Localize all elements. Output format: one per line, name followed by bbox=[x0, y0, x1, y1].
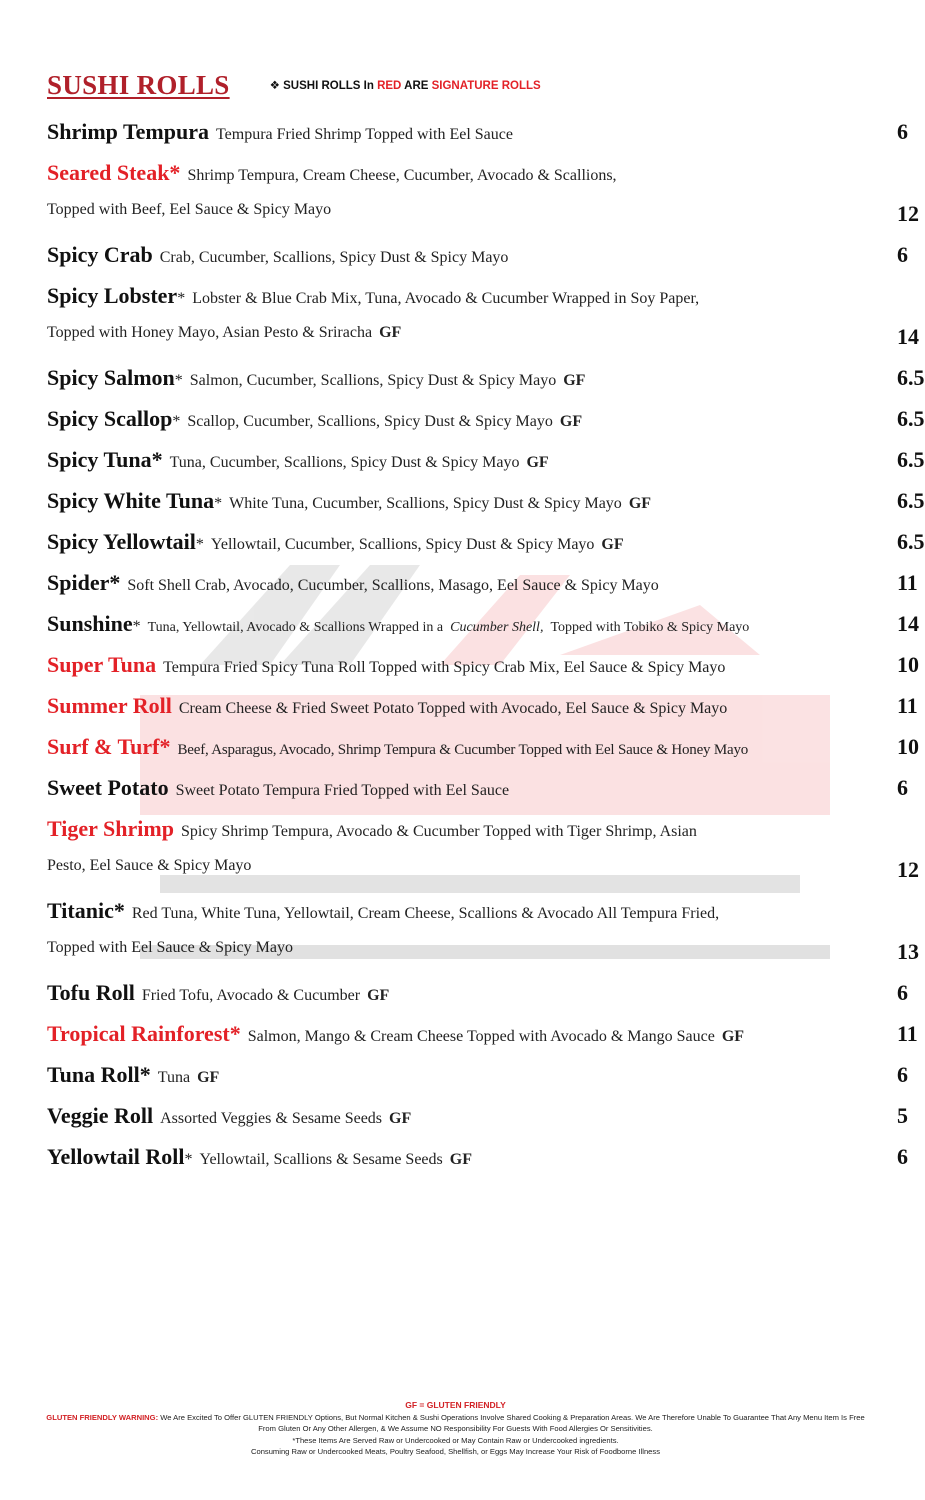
item-name: Spicy Salmon bbox=[47, 365, 175, 390]
gluten-friendly-badge: GF bbox=[379, 324, 402, 341]
item-name: Spicy Lobster bbox=[47, 283, 178, 308]
item-name: Titanic* bbox=[47, 898, 125, 923]
gf-legend: GF = GLUTEN FRIENDLY bbox=[405, 1400, 506, 1410]
gluten-warning bbox=[40, 1412, 871, 1435]
gluten-friendly-badge: GF bbox=[721, 1028, 745, 1045]
menu-item bbox=[47, 160, 881, 190]
item-description: Yellowtail, Cucumber, Scallions, Spicy Dust & Spicy Mayo bbox=[210, 536, 595, 553]
item-price: 11 bbox=[897, 570, 918, 595]
item-name: Spicy White Tuna bbox=[47, 488, 215, 513]
section-heading bbox=[47, 70, 541, 101]
menu-item bbox=[47, 980, 908, 1010]
item-description-continued: Topped with Beef, Eel Sauce & Spicy Mayo bbox=[47, 201, 332, 218]
item-name: Sunshine bbox=[47, 611, 133, 636]
item-description: Salmon, Cucumber, Scallions, Spicy Dust & Spicy Mayo bbox=[189, 372, 557, 389]
gluten-friendly-badge: GF bbox=[526, 454, 549, 471]
menu-item bbox=[47, 1021, 918, 1051]
item-name: Spicy Crab bbox=[47, 242, 153, 267]
item-name: Yellowtail Roll bbox=[47, 1144, 185, 1169]
item-price: 5 bbox=[897, 1103, 908, 1128]
item-description: Fried Tofu, Avocado & Cucumber bbox=[141, 987, 361, 1004]
menu-item-continued bbox=[47, 939, 919, 969]
menu-item bbox=[47, 406, 925, 436]
item-price: 14 bbox=[897, 324, 919, 349]
gluten-friendly-badge: GF bbox=[389, 1110, 412, 1127]
raw-asterisk: * bbox=[172, 413, 181, 430]
item-price: 6 bbox=[897, 242, 908, 267]
item-description: White Tuna, Cucumber, Scallions, Spicy Dust & Spicy Mayo bbox=[229, 495, 622, 512]
item-description-after: Topped with Tobiko & Spicy Mayo bbox=[550, 620, 750, 635]
menu-item bbox=[47, 816, 881, 846]
gluten-friendly-badge: GF bbox=[601, 536, 624, 553]
item-description: Tempura Fried Shrimp Topped with Eel Sauce bbox=[216, 126, 513, 143]
item-price: 12 bbox=[897, 857, 919, 882]
item-description: Spicy Shrimp Tempura, Avocado & Cucumber Topped with Tiger Shrimp, Asian bbox=[180, 823, 697, 840]
item-description: Beef, Asparagus, Avocado, Shrimp Tempura & Cucumber Topped with Eel Sauce & Honey Mayo bbox=[177, 742, 749, 758]
item-price: 10 bbox=[897, 734, 919, 759]
item-name: Sweet Potato bbox=[47, 775, 169, 800]
item-name: Super Tuna bbox=[47, 652, 157, 677]
item-price: 11 bbox=[897, 1021, 918, 1046]
menu-item bbox=[47, 1062, 908, 1092]
item-price: 6.5 bbox=[897, 365, 925, 390]
menu-item bbox=[47, 1103, 908, 1133]
raw-asterisk: * bbox=[195, 536, 204, 553]
gluten-warning-label: GLUTEN FRIENDLY WARNING: bbox=[46, 1412, 159, 1422]
item-name: Shrimp Tempura bbox=[47, 119, 209, 144]
raw-asterisk: * bbox=[214, 495, 223, 512]
item-price: 13 bbox=[897, 939, 919, 964]
diamond-bullet-icon: ❖ bbox=[269, 80, 280, 92]
gluten-friendly-badge: GF bbox=[628, 495, 652, 512]
item-price: 6.5 bbox=[897, 488, 925, 513]
item-price: 6 bbox=[897, 119, 908, 144]
menu-item bbox=[47, 570, 918, 600]
menu-item-continued bbox=[47, 324, 919, 354]
item-price: 6.5 bbox=[897, 529, 925, 554]
item-name: Summer Roll bbox=[47, 693, 172, 718]
menu-item bbox=[47, 488, 925, 518]
raw-items-note: *These Items Are Served Raw or Undercooked or May Contain Raw or Undercooked ingredients. bbox=[292, 1435, 619, 1445]
item-name: Surf & Turf* bbox=[47, 734, 171, 759]
section-title: SUSHI ROLLS bbox=[47, 70, 230, 100]
menu-item bbox=[47, 365, 925, 395]
item-name: Spicy Scallop bbox=[47, 406, 173, 431]
item-price: 6 bbox=[897, 1062, 908, 1087]
item-price: 14 bbox=[897, 611, 919, 636]
item-price: 11 bbox=[897, 693, 918, 718]
allergen-disclaimer bbox=[40, 1400, 871, 1458]
item-description-italic: Cucumber Shell, bbox=[450, 620, 544, 635]
item-name: Spicy Yellowtail bbox=[47, 529, 196, 554]
signature-note: ❖ SUSHI ROLLS In RED ARE SIGNATURE ROLLS bbox=[269, 80, 541, 92]
item-description: Tempura Fried Spicy Tuna Roll Topped with Spicy Crab Mix, Eel Sauce & Spicy Mayo bbox=[163, 659, 726, 676]
gluten-friendly-badge: GF bbox=[449, 1151, 472, 1168]
item-name: Tofu Roll bbox=[47, 980, 135, 1005]
raw-asterisk: * bbox=[174, 372, 183, 389]
item-description-continued: Topped with Eel Sauce & Spicy Mayo bbox=[47, 939, 293, 956]
item-description: Cream Cheese & Fried Sweet Potato Topped with Avocado, Eel Sauce & Spicy Mayo bbox=[178, 700, 728, 717]
menu-item bbox=[47, 775, 908, 805]
item-description: Tuna, Yellowtail, Avocado & Scallions Wrapped in a bbox=[147, 620, 444, 635]
item-description: Tuna, Cucumber, Scallions, Spicy Dust & Spicy Mayo bbox=[169, 454, 520, 471]
item-name: Seared Steak* bbox=[47, 160, 181, 185]
item-description: Salmon, Mango & Cream Cheese Topped with Avocado & Mango Sauce bbox=[247, 1028, 715, 1045]
item-price: 6.5 bbox=[897, 406, 925, 431]
menu-item bbox=[47, 119, 908, 149]
item-description: Scallop, Cucumber, Scallions, Spicy Dust & Spicy Mayo bbox=[187, 413, 553, 430]
menu-item bbox=[47, 283, 881, 313]
menu-item bbox=[47, 1144, 908, 1174]
item-description: Assorted Veggies & Sesame Seeds bbox=[160, 1110, 383, 1127]
item-description: Lobster & Blue Crab Mix, Tuna, Avocado & Cucumber Wrapped in Soy Paper, bbox=[192, 290, 700, 307]
menu-item-continued bbox=[47, 857, 919, 887]
raw-asterisk: * bbox=[132, 618, 141, 635]
menu-item bbox=[47, 693, 918, 723]
item-description-continued: Topped with Honey Mayo, Asian Pesto & Sriracha bbox=[47, 324, 373, 341]
menu-item bbox=[47, 242, 908, 272]
item-name: Tiger Shrimp bbox=[47, 816, 174, 841]
item-price: 6 bbox=[897, 980, 908, 1005]
item-price: 6.5 bbox=[897, 447, 925, 472]
item-price: 6 bbox=[897, 1144, 908, 1169]
item-description: Crab, Cucumber, Scallions, Spicy Dust & Spicy Mayo bbox=[159, 249, 509, 266]
gluten-friendly-badge: GF bbox=[559, 413, 583, 430]
raw-asterisk: * bbox=[184, 1151, 193, 1168]
item-description-continued: Pesto, Eel Sauce & Spicy Mayo bbox=[47, 857, 252, 874]
item-name: Tropical Rainforest* bbox=[47, 1021, 241, 1046]
item-description: Yellowtail, Scallions & Sesame Seeds bbox=[199, 1151, 443, 1168]
menu-item bbox=[47, 529, 925, 559]
menu-item bbox=[47, 734, 919, 764]
item-name: Spicy Tuna* bbox=[47, 447, 163, 472]
gluten-friendly-badge: GF bbox=[197, 1069, 220, 1086]
item-description: Soft Shell Crab, Avocado, Cucumber, Scallions, Masago, Eel Sauce & Spicy Mayo bbox=[127, 577, 659, 594]
item-price: 12 bbox=[897, 201, 919, 226]
raw-asterisk: * bbox=[177, 290, 186, 307]
item-name: Spider* bbox=[47, 570, 121, 595]
gluten-friendly-badge: GF bbox=[563, 372, 586, 389]
gluten-friendly-badge: GF bbox=[367, 987, 390, 1004]
item-name: Tuna Roll* bbox=[47, 1062, 151, 1087]
item-description: Tuna bbox=[157, 1069, 191, 1086]
gluten-warning-text: We Are Excited To Offer GLUTEN FRIENDLY Options, But Normal Kitchen & Sushi Operations Involve Shared Cooking & Preparation Areas. We Are Therefore Unable To Guarantee That Any Menu Item Is Free From Gluten Or Any Other Allergen, & We Assume NO Responsibility For Guests With Food Allergies Or Sensitivities. bbox=[160, 1412, 865, 1433]
menu-item bbox=[47, 611, 919, 641]
consumer-advisory: Consuming Raw or Undercooked Meats, Poultry Seafood, Shellfish, or Eggs May Increase Your Risk of Foodborne Illness bbox=[250, 1447, 660, 1456]
item-price: 6 bbox=[897, 775, 908, 800]
menu-item bbox=[47, 652, 919, 682]
item-description: Shrimp Tempura, Cream Cheese, Cucumber, Avocado & Scallions, bbox=[187, 167, 617, 184]
menu-item-continued bbox=[47, 201, 919, 231]
item-description: Sweet Potato Tempura Fried Topped with Eel Sauce bbox=[175, 782, 510, 799]
item-price: 10 bbox=[897, 652, 919, 677]
menu-item bbox=[47, 898, 881, 928]
item-name: Veggie Roll bbox=[47, 1103, 154, 1128]
item-description: Red Tuna, White Tuna, Yellowtail, Cream Cheese, Scallions & Avocado All Tempura Fried, bbox=[131, 905, 720, 922]
menu-item bbox=[47, 447, 925, 477]
